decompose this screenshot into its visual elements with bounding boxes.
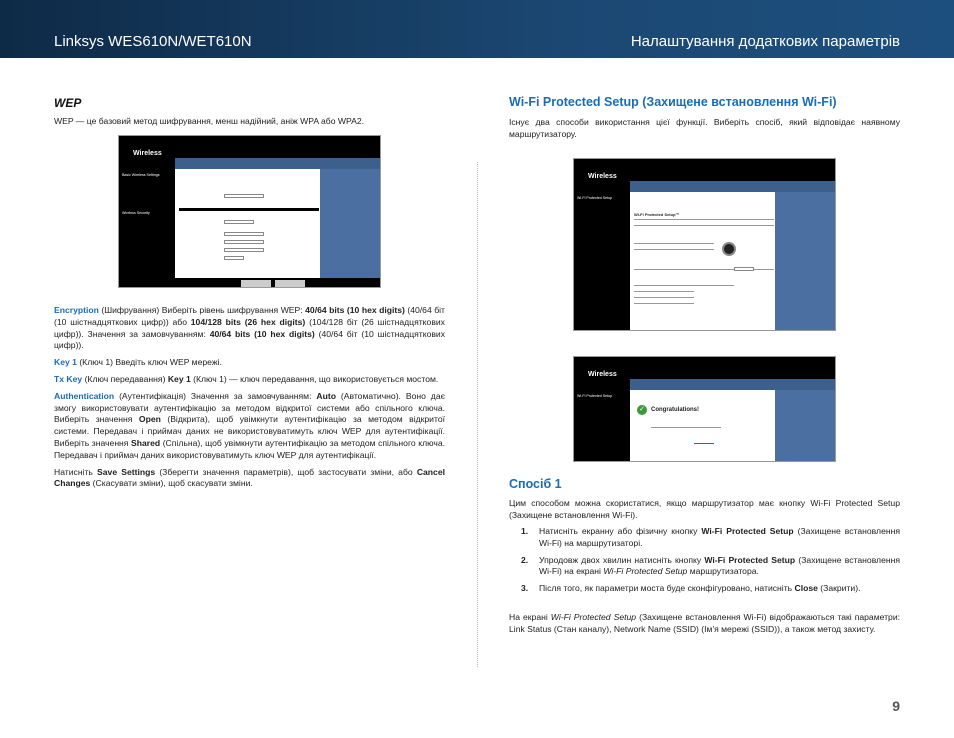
section-title: Налаштування додаткових параметрів bbox=[630, 33, 900, 50]
wep-settings-screenshot bbox=[118, 135, 381, 288]
wps-intro: Існує два способи використання цієї функції. Виберіть спосіб, який відповідає наявному маршрутизатору. bbox=[509, 117, 900, 139]
screenshot-brand: Wireless bbox=[133, 150, 162, 157]
txkey-paragraph: Tx Key (Ключ передавання) Key 1 (Ключ 1) — ключ передавання, що використовується мостом. bbox=[54, 373, 439, 384]
side-label-wps: Wi-Fi Protected Setup bbox=[577, 394, 613, 398]
screenshot-brand: Wireless bbox=[588, 371, 617, 378]
key1-paragraph: Key 1 (Ключ 1) Введіть ключ WEP мережі. bbox=[54, 357, 222, 368]
side-label-basic: Basic Wireless Settings bbox=[122, 173, 160, 177]
wps-steps-list bbox=[521, 526, 900, 600]
step-item: 2. Упродовж двох хвилин натисніть кнопку Wi-Fi Protected Setup (Захищене встановлення Wi-Fi) на екрані Wi-Fi Protected Setup маршрутизатора. bbox=[521, 554, 900, 577]
step-item: 1. Натисніть екранну або фізичну кнопку Wi-Fi Protected Setup (Захищене встановлення Wi-Fi) на маршрутизаторі. bbox=[521, 526, 900, 548]
save-paragraph: Натисніть Save Settings (Зберегти значення параметрів), щоб застосувати зміни, або Cancel Changes (Скасувати зміни), щоб скасувати зміни. bbox=[54, 466, 445, 489]
column-divider bbox=[477, 162, 478, 667]
encryption-paragraph: Encryption (Шифрування) Виберіть рівень шифрування WEP: 40/64 bits (10 hex digits) (40/64 біт (10 шістнадцяткових цифр)) або 104/128 bits (26 hex digits) (104/128 біт (26 шістнадцяткових цифр)). Значення за замовчуванням: 40/64 bits (10 hex digits) (40/64 біт (10 шістнадцяткових цифр)). bbox=[54, 305, 446, 351]
wps-heading: Wi-Fi Protected Setup (Захищене встановлення Wi-Fi) bbox=[509, 95, 837, 109]
wps-panel-title: Wi-Fi Protected Setup™ bbox=[634, 212, 680, 217]
wep-details bbox=[54, 305, 445, 495]
page-number: 9 bbox=[892, 698, 900, 714]
method1-intro: Цим способом можна скористатися, якщо маршрутизатор має кнопку Wi-Fi Protected Setup (Захищене встановлення Wi-Fi). bbox=[509, 498, 900, 520]
step-item: 3. Після того, як параметри моста буде сконфігуровано, натисніть Close (Закрити). bbox=[521, 583, 861, 594]
wep-heading: WEP bbox=[54, 96, 82, 110]
screenshot-brand: Wireless bbox=[588, 173, 617, 180]
success-check-icon: ✓ bbox=[637, 405, 647, 415]
wps-setup-screenshot bbox=[573, 158, 836, 331]
method1-heading: Спосіб 1 bbox=[509, 477, 562, 491]
authentication-paragraph: Authentication (Аутентифікація) Значення за замовчуванням: Auto (Автоматично). Воно дає змогу використовувати аутентифікацію за методом відкритої системи або спільного ключа. Виберіть значення Open (Відкрита), щоб увімкнути аутентифікацію за методом відкритої системи. Передавач і приймач даних не використовуватимуть ключ WEP для аутентифікації. Виберіть значення Shared (Спільна), щоб увімкнути аутентифікацію за методом спільного ключа. Передавач і приймач даних використовуватимуть ключ WEP для аутентифікації. bbox=[54, 390, 445, 460]
page-header bbox=[0, 0, 954, 58]
side-label-wps: Wi-Fi Protected Setup bbox=[577, 196, 613, 200]
wps-success-screenshot bbox=[573, 356, 836, 462]
wep-intro: WEP — це базовий метод шифрування, менш надійний, аніж WPA або WPA2. bbox=[54, 116, 364, 126]
congrats-text: Congratulations! bbox=[651, 407, 699, 413]
product-title: Linksys WES610N/WET610N bbox=[54, 33, 252, 50]
side-label-security: Wireless Security bbox=[122, 211, 150, 215]
wps-outro: На екрані Wi-Fi Protected Setup (Захищене встановлення Wi-Fi) відображаються такі параметри: Link Status (Стан каналу), Network Name (SSID) (Ім'я мережі (SSID)), а також метод захисту. bbox=[509, 612, 901, 634]
